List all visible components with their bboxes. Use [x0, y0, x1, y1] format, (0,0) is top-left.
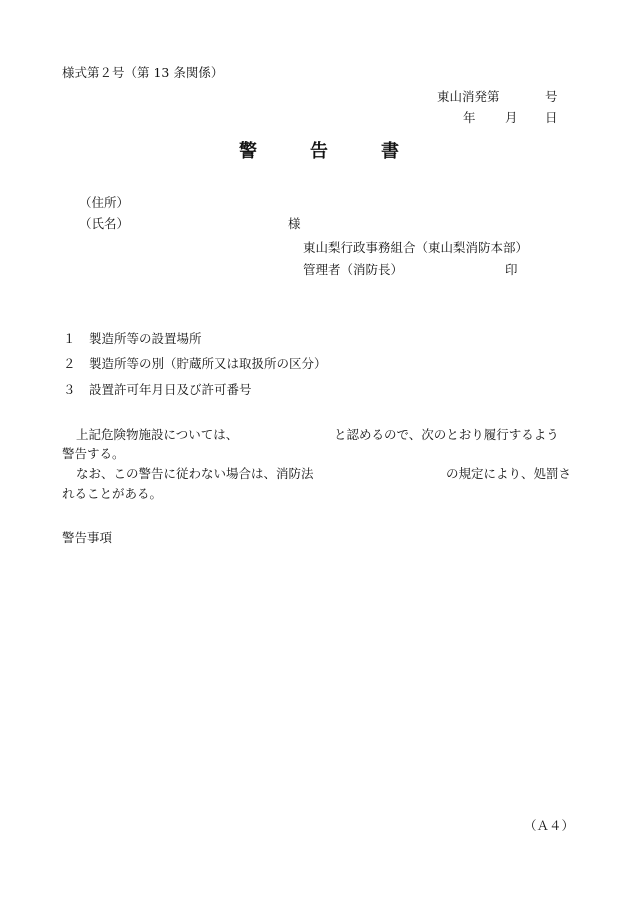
list-item-number: ３ — [63, 382, 76, 397]
body-paragraph-1-start: 上記危険物施設については、 — [76, 427, 239, 442]
date-day-label: 日 — [545, 110, 558, 125]
document-title-char-2: 告 — [310, 141, 328, 162]
body-paragraph-1-line-2: 警告する。 — [62, 446, 125, 461]
warning-items-label: 警告事項 — [62, 530, 113, 545]
date-month-label: 月 — [505, 110, 518, 125]
list-item-number: １ — [63, 331, 76, 346]
honorific-sama: 様 — [288, 216, 301, 231]
list-item-text: 製造所等の設置場所 — [89, 331, 202, 346]
seal-mark: 印 — [505, 262, 518, 277]
document-title-char-1: 警 — [239, 141, 257, 162]
issuer-manager: 管理者（消防長） — [303, 262, 404, 277]
form-number: 様式第２号（第 13 条関係） — [62, 65, 224, 80]
list-item-number: ２ — [63, 356, 76, 371]
list-item-text: 設置許可年月日及び許可番号 — [89, 382, 252, 397]
body-paragraph-2-start: なお、この警告に従わない場合は、消防法 — [76, 466, 314, 481]
body-paragraph-2-line-2: れることがある。 — [62, 486, 163, 501]
name-label: （氏名） — [79, 216, 130, 231]
document-title-char-3: 書 — [381, 141, 399, 162]
paper-size-label: （Ａ４） — [524, 818, 575, 833]
list-item-text: 製造所等の別（貯蔵所又は取扱所の区分） — [89, 356, 327, 371]
body-paragraph-1-continuation: と認めるので、次のとおり履行するよう — [334, 427, 559, 442]
document-number-prefix: 東山消発第 — [437, 89, 500, 104]
date-year-label: 年 — [463, 110, 476, 125]
body-paragraph-2-continuation: の規定により、処罰さ — [446, 466, 572, 481]
address-label: （住所） — [79, 195, 130, 210]
issuer-organization: 東山梨行政事務組合（東山梨消防本部） — [303, 240, 529, 255]
document-number-suffix: 号 — [545, 89, 558, 104]
